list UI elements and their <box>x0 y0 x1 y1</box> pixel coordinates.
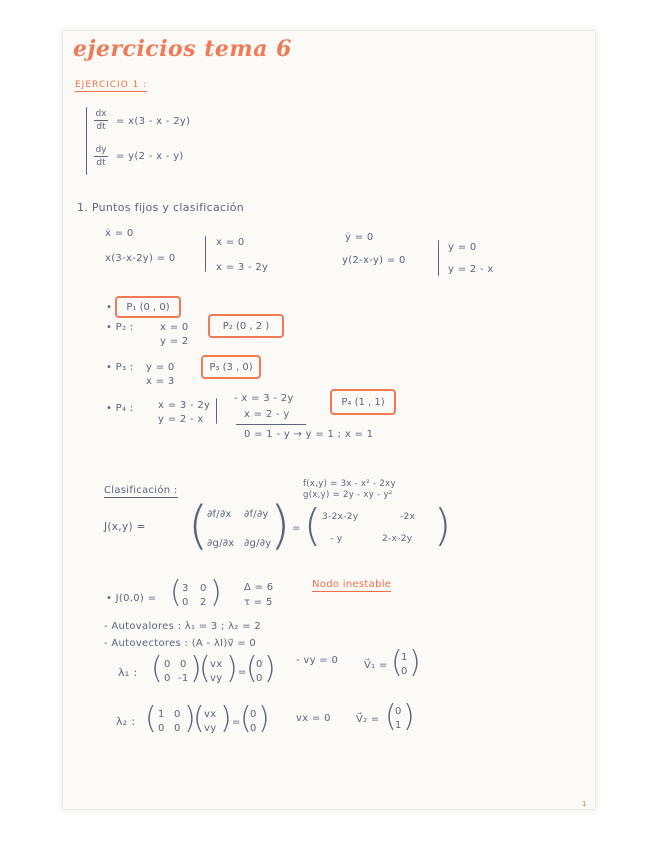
p4-line-1: x = 3 - 2y <box>158 400 211 411</box>
l1-m21: 0 <box>164 673 171 684</box>
system-brace <box>86 107 87 175</box>
v2-top: 0 <box>395 706 402 717</box>
v2-label: V⃗₂ = <box>356 714 380 725</box>
y-case-1: y = 0 <box>448 242 477 253</box>
p3-text: P₃ (3 , 0) <box>209 361 253 373</box>
x-case-2: x = 3 - 2y <box>216 262 269 273</box>
l2-m22: 0 <box>174 723 181 734</box>
x-factored: x(3-x-2y) = 0 <box>105 253 176 264</box>
l2-z2: 0 <box>250 723 257 734</box>
l1-z1: 0 <box>256 659 263 670</box>
l1-z-lparen: ( <box>246 651 258 686</box>
eq2-rhs: = y(2 - x - y) <box>116 151 184 162</box>
eigenvalues-line: - Autovalores : λ₁ = 3 ; λ₂ = 2 <box>104 621 262 632</box>
eigenvectors-line: - Autovectores : (A - λI)v⃗ = 0 <box>104 638 257 649</box>
m21: - y <box>330 534 343 544</box>
p3-box <box>201 355 261 379</box>
df-dy: ∂f/∂y <box>244 509 269 520</box>
j00-b: 0 <box>200 583 207 594</box>
j00-d: 2 <box>200 597 207 608</box>
l2-m11: 1 <box>158 709 165 720</box>
p4-label: • P₄ : <box>106 403 134 414</box>
l2-z1: 0 <box>250 709 257 720</box>
j00-c: 0 <box>182 597 189 608</box>
v1-top: 1 <box>401 652 408 663</box>
l1-m-lparen: ( <box>151 651 163 686</box>
dg-dy: ∂g/∂y <box>244 538 272 549</box>
l2-condition: vx = 0 <box>296 713 331 724</box>
l1-z2: 0 <box>256 673 263 684</box>
dg-dx: ∂g/∂x <box>207 538 235 549</box>
lambda1-label: λ₁ : <box>118 666 138 679</box>
y-brace <box>438 240 439 276</box>
p4-sub-1: - x = 3 - 2y <box>234 393 294 404</box>
p2-box <box>208 314 284 338</box>
l2-m-lparen: ( <box>145 701 157 736</box>
v2-rparen: ) <box>403 699 415 734</box>
matrix-right-paren: ) <box>434 500 452 551</box>
l1-m-rparen: ) <box>190 651 202 686</box>
jacobian-label: J(x,y) = <box>104 521 146 533</box>
node-type: Nodo inestable <box>312 579 392 590</box>
exercise-heading: EJERCICIO 1 : <box>75 80 148 90</box>
v2-lparen: ( <box>385 699 397 734</box>
p2-label: • P₂ : <box>106 322 134 333</box>
x-brace <box>205 236 206 272</box>
v1-lparen: ( <box>391 645 403 680</box>
jacobian-equals: = <box>292 523 301 534</box>
p3-line-1: y = 0 <box>146 362 175 373</box>
eq1-rhs: = x(3 - x - 2y) <box>116 116 191 127</box>
l1-v-lparen: ( <box>199 651 211 686</box>
p4-subtraction-line <box>236 424 306 425</box>
l2-v-lparen: ( <box>193 701 205 736</box>
m22: 2-x-2y <box>382 534 413 544</box>
l1-equals: = <box>238 667 247 678</box>
xdot-eq: ẋ = 0 <box>105 228 134 239</box>
j00-left-paren: ( <box>170 575 182 610</box>
section-heading: 1. Puntos fijos y clasificación <box>77 201 245 214</box>
p4-sub-2: x = 2 - y <box>244 409 290 420</box>
p4-line-2: y = 2 - x <box>158 414 204 425</box>
p4-result: 0 = 1 - y → y = 1 ; x = 1 <box>244 429 374 440</box>
j00-label: • J(0,0) = <box>106 593 157 604</box>
p2-line-2: y = 2 <box>160 336 189 347</box>
p2-text: P₂ (0 , 2 ) <box>222 320 270 332</box>
eq2-fraction <box>94 145 108 168</box>
jacobian-left-paren: ( <box>188 496 209 556</box>
l2-m21: 0 <box>158 723 165 734</box>
classification-heading: Clasificación : <box>104 485 178 496</box>
l1-condition: - vy = 0 <box>296 655 339 666</box>
eq2-numerator: dy <box>95 145 107 155</box>
p1-box <box>115 296 181 318</box>
l1-vy: vy <box>210 673 223 684</box>
v1-bottom: 0 <box>401 666 408 677</box>
ydot-eq: ẏ = 0 <box>345 232 374 243</box>
l2-equals: = <box>232 717 241 728</box>
p3-label: • P₃ : <box>106 362 134 373</box>
p4-text: P₄ (1 , 1) <box>341 396 385 408</box>
bullet: • <box>106 302 113 313</box>
p4-box <box>330 389 396 415</box>
v2-bottom: 1 <box>395 720 402 731</box>
f-definition: f(x,y) = 3x - x² - 2xy <box>303 479 396 489</box>
eq1-fraction <box>94 109 108 132</box>
l2-m-rparen: ) <box>184 701 196 736</box>
j00-a: 3 <box>182 583 189 594</box>
m11: 3-2x-2y <box>322 512 359 522</box>
notebook-page <box>62 30 596 810</box>
l1-z-rparen: ) <box>264 651 276 686</box>
l1-m12: 0 <box>180 659 187 670</box>
l2-m12: 0 <box>174 709 181 720</box>
jacobian-right-paren: ) <box>270 496 291 556</box>
v1-label: V⃗₁ = <box>364 660 388 671</box>
l2-vy: vy <box>204 723 217 734</box>
page-number: 1 <box>582 800 587 808</box>
eq2-denominator: dt <box>96 158 106 168</box>
l1-vx: vx <box>210 659 223 670</box>
p2-line-1: x = 0 <box>160 322 189 333</box>
l1-v-rparen: ) <box>226 651 238 686</box>
m12: -2x <box>400 512 416 522</box>
x-case-1: x = 0 <box>216 237 245 248</box>
eq1-denominator: dt <box>96 122 106 132</box>
j00-right-paren: ) <box>210 575 222 610</box>
df-dx: ∂f/∂x <box>207 509 232 520</box>
tau-value: τ = 5 <box>244 597 273 608</box>
eq1-numerator: dx <box>95 109 107 119</box>
l1-m11: 0 <box>164 659 171 670</box>
l2-z-lparen: ( <box>240 701 252 736</box>
y-case-2: y = 2 - x <box>448 264 494 275</box>
l1-m22: -1 <box>178 673 189 684</box>
l2-z-rparen: ) <box>258 701 270 736</box>
y-factored: y(2-x-y) = 0 <box>342 255 406 266</box>
p4-brace <box>216 398 217 424</box>
l2-v-rparen: ) <box>220 701 232 736</box>
v1-rparen: ) <box>409 645 421 680</box>
lambda2-label: λ₂ : <box>116 715 136 728</box>
l2-vx: vx <box>204 709 217 720</box>
page-title: ejercicios tema 6 <box>73 36 292 62</box>
g-definition: g(x,y) = 2y - xy - y² <box>303 490 393 500</box>
p1-text: P₁ (0 , 0) <box>126 301 170 313</box>
matrix-left-paren: ( <box>304 500 322 551</box>
p3-line-2: x = 3 <box>146 376 175 387</box>
delta-value: Δ = 6 <box>244 582 274 593</box>
